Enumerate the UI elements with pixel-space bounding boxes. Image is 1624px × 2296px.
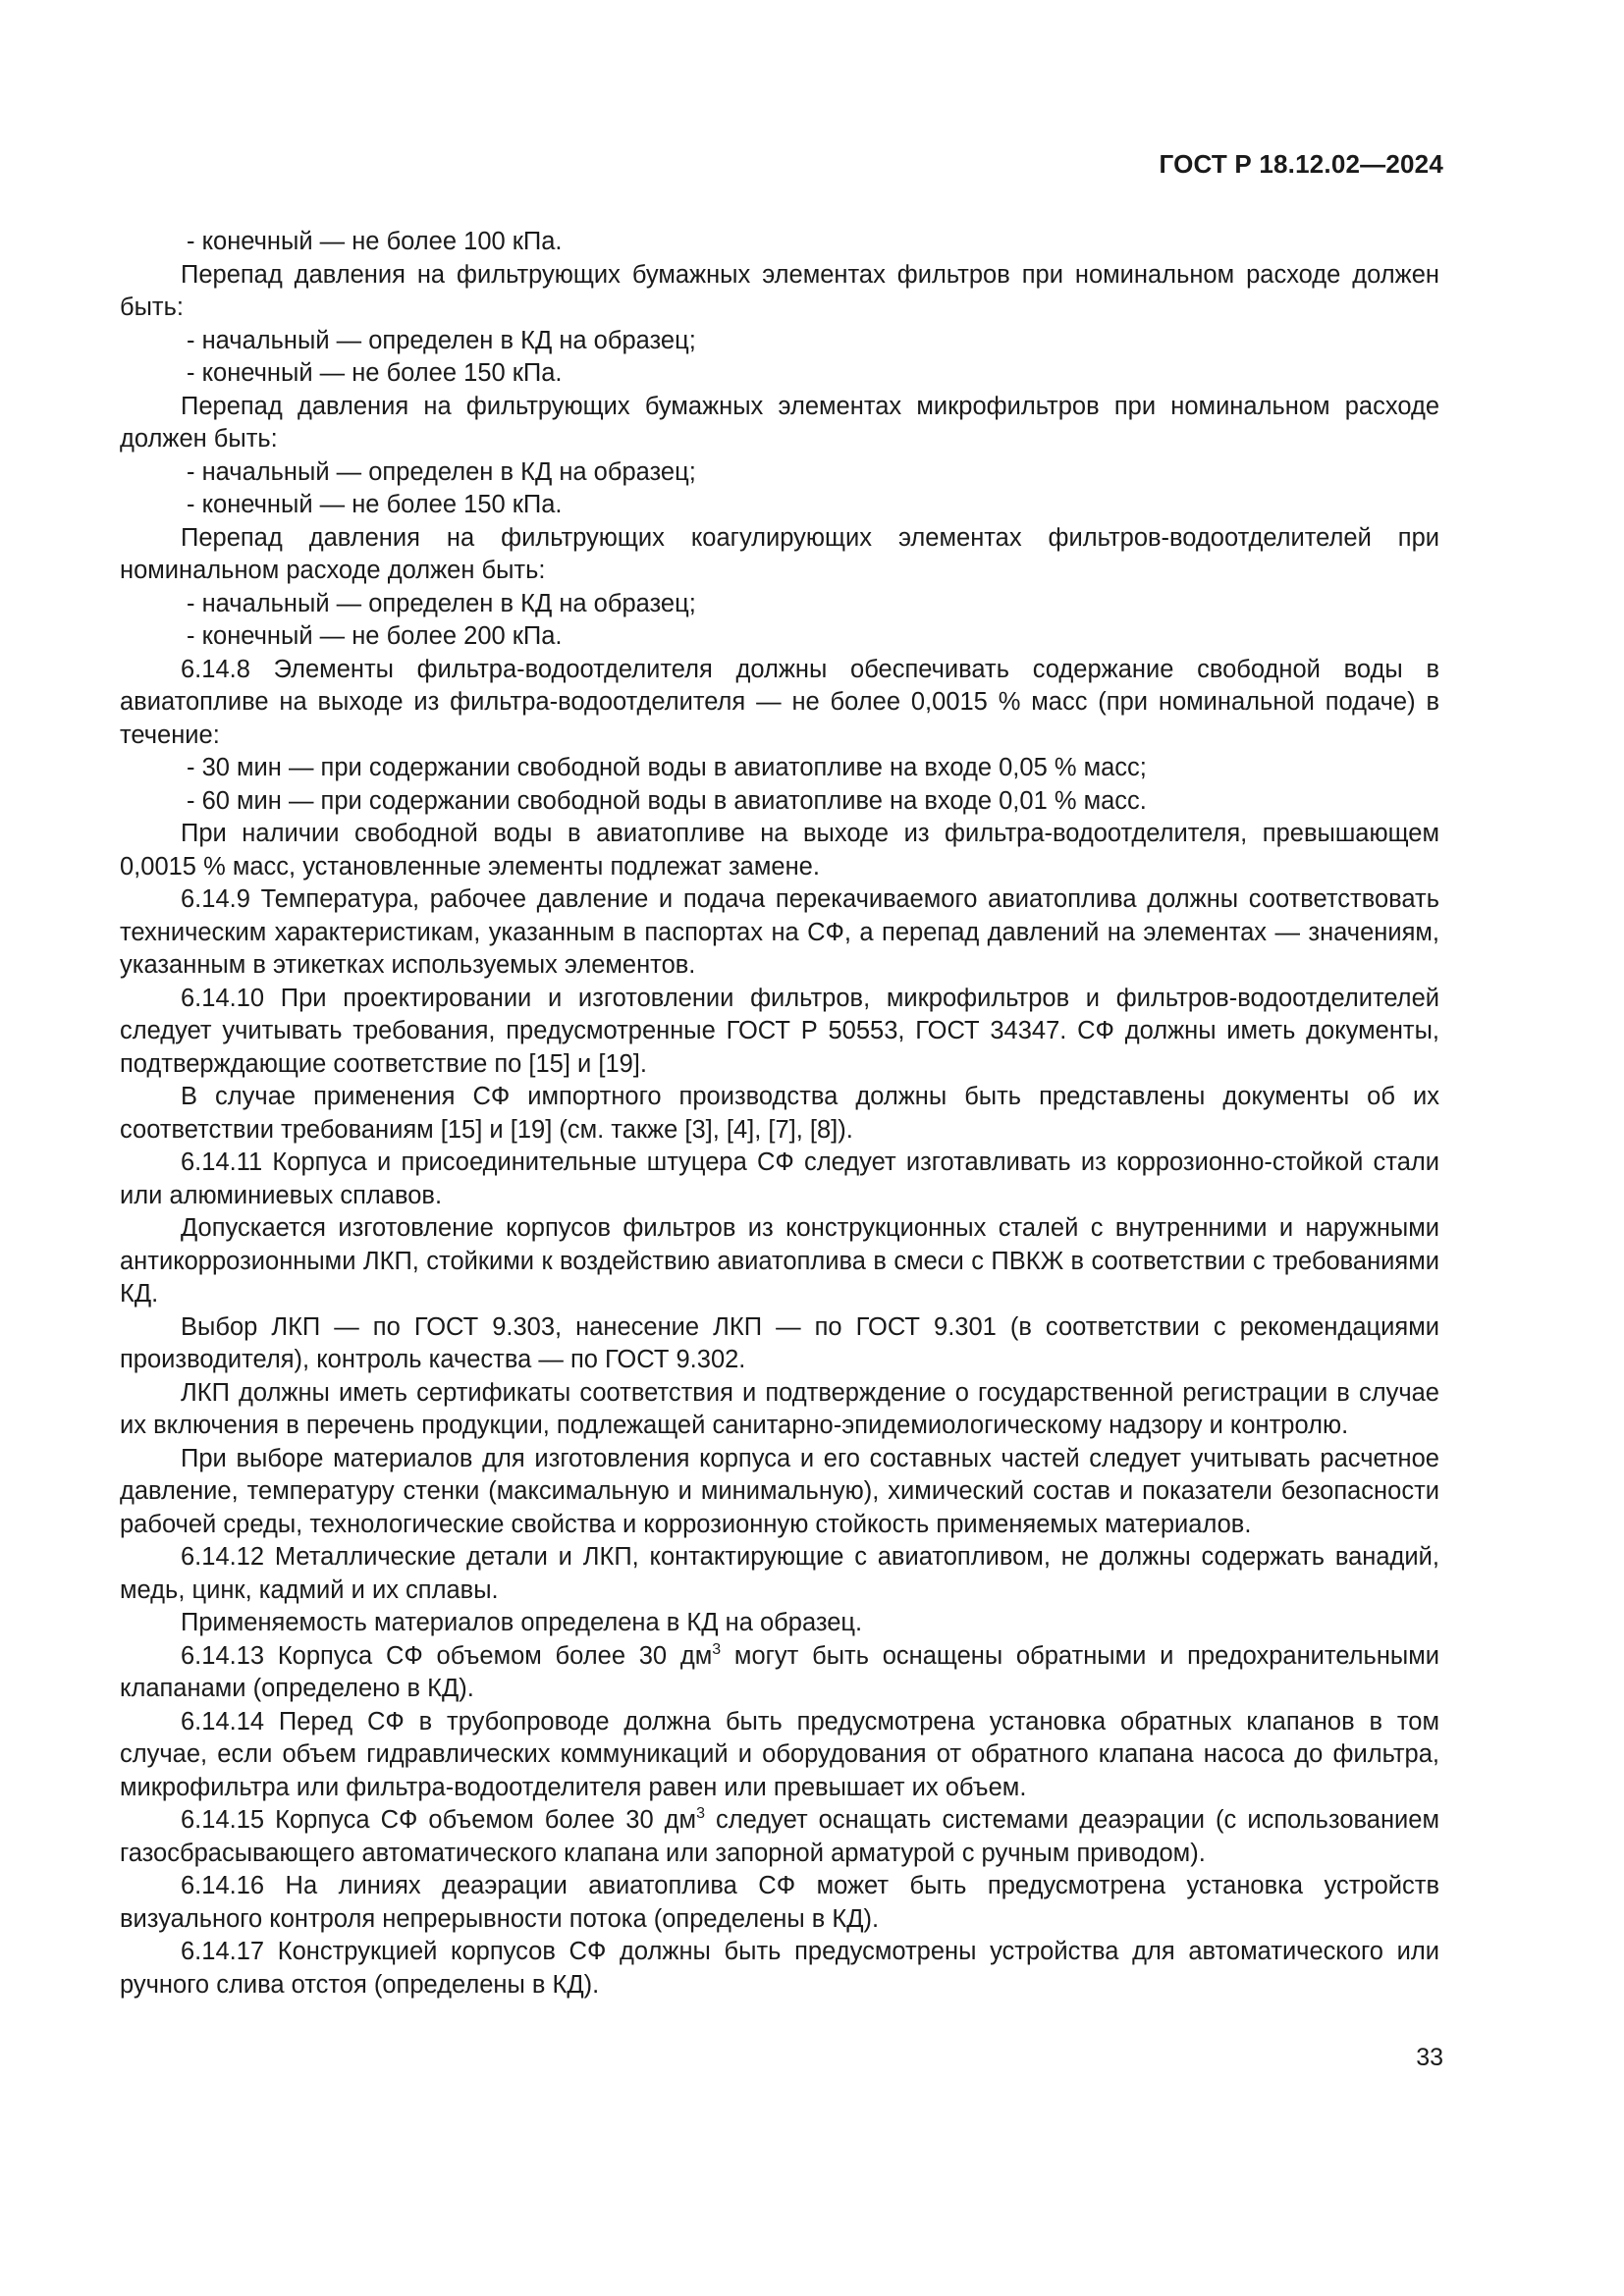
paragraph: 6.14.16 На линиях деаэрации авиатоплива СФ может быть предусмотрена установка устройств визуального контроля непрерывности потока (определены в КД). — [120, 1872, 1439, 1933]
paragraph: Выбор ЛКП — по ГОСТ 9.303, нанесение ЛКП — по ГОСТ 9.301 (в соответствии с рекомендациями производителя), контроль качества — по ГОСТ 9.302. — [120, 1312, 1439, 1373]
page-number: 33 — [1416, 2044, 1443, 2071]
paragraph: 6.14.10 При проектировании и изготовлении фильтров, микрофильтров и фильтров-водоотделителей следует учитывать требования, предусмотренные ГОСТ Р 50553, ГОСТ 34347. СФ должны иметь документы, подтверждающие соответствие по [15] и [19]. — [120, 984, 1439, 1078]
paragraph: 6.14.9 Температура, рабочее давление и подача перекачиваемого авиатоплива должны соответствовать техническим характеристикам, указанным в паспортах на СФ, а перепад давлений на элементах — значениям, указанным в этикетках используемых элементов. — [120, 885, 1439, 979]
paragraph: 6.14.11 Корпуса и присоединительные штуцера СФ следует изготавливать из коррозионно-стойкой стали или алюминиевых сплавов. — [120, 1148, 1439, 1209]
list-item: - 60 мин — при содержании свободной воды в авиатопливе на входе 0,01 % масс. — [187, 786, 1147, 815]
list-item: - 30 мин — при содержании свободной воды в авиатопливе на входе 0,05 % масс; — [187, 754, 1147, 781]
superscript: 3 — [712, 1640, 722, 1658]
paragraph: В случае применения СФ импортного производства должны быть представлены документы об их соответствии требованиям [15] и [19] (см. также [3], [4], [7], [8]). — [120, 1083, 1439, 1144]
list-item: - конечный — не более 150 кПа. — [187, 359, 563, 387]
list-item: - конечный — не более 150 кПа. — [187, 491, 563, 518]
paragraph — [120, 1640, 1439, 1706]
paragraph: 6.14.12 Металлические детали и ЛКП, контактирующие с авиатопливом, не должны содержать ванадий, медь, цинк, кадмий и их сплавы. — [120, 1543, 1439, 1604]
paragraph: 6.14.17 Конструкцией корпусов СФ должны быть предусмотрены устройства для автоматического или ручного слива отстоя (определены в КД). — [120, 1938, 1439, 1999]
paragraph: Перепад давления на фильтрующих бумажных элементах микрофильтров при номинальном расходе должен быть: — [120, 392, 1439, 453]
paragraph-text: могут быть оснащены обратными и предохранительными клапанами (определено в КД). — [120, 1641, 1440, 1702]
paragraph-text: 6.14.15 Корпуса СФ объемом более 30 дм — [181, 1806, 697, 1834]
paragraph: При выборе материалов для изготовления корпуса и его составных частей следует учитывать расчетное давление, температуру стенки (максимальную и минимальную), химический состав и показатели безопасности рабочей среды, технологические свойства и коррозионную стойкость применяемых материалов. — [120, 1444, 1439, 1538]
paragraph: 6.14.14 Перед СФ в трубопроводе должна быть предусмотрена установка обратных клапанов в том случае, если объем гидравлических коммуникаций и оборудования от обратного клапана насоса до фильтра, микрофильтра или фильтра-водоотделителя равен или превышает их объем. — [120, 1707, 1439, 1801]
paragraph: Допускается изготовление корпусов фильтров из конструкционных сталей с внутренними и наружными антикоррозионными ЛКП, стойкими к воздействию авиатоплива в смеси с ПВКЖ в соответствии с требованиями КД. — [120, 1214, 1439, 1308]
paragraph: ЛКП должны иметь сертификаты соответствия и подтверждение о государственной регистрации в случае их включения в перечень продукции, подлежащей санитарно-эпидемиологическому надзору и контролю. — [120, 1378, 1439, 1439]
paragraph — [120, 1804, 1439, 1870]
list-item: - начальный — определен в КД на образец; — [187, 326, 696, 354]
paragraph: Применяемость материалов определена в КД на образец. — [181, 1609, 863, 1636]
document-header: ГОСТ Р 18.12.02—2024 — [1159, 149, 1443, 179]
list-item: - начальный — определен в КД на образец; — [187, 457, 696, 486]
superscript: 3 — [696, 1805, 705, 1822]
list-item: - начальный — определен в КД на образец; — [187, 589, 696, 617]
document-body — [120, 226, 1439, 2002]
list-item: - конечный — не более 100 кПа. — [187, 228, 563, 255]
paragraph: Перепад давления на фильтрующих бумажных элементах фильтров при номинальном расходе должен быть: — [120, 260, 1439, 321]
list-item: - конечный — не более 200 кПа. — [187, 622, 563, 650]
paragraph: 6.14.8 Элементы фильтра-водоотделителя должны обеспечивать содержание свободной воды в авиатопливе на выходе из фильтра-водоотделителя — не более 0,0015 % масс (при номинальной подаче) в течение: — [120, 655, 1439, 749]
paragraph: Перепад давления на фильтрующих коагулирующих элементах фильтров-водоотделителей при номинальном расходе должен быть: — [120, 523, 1439, 584]
paragraph: При наличии свободной воды в авиатопливе на выходе из фильтра-водоотделителя, превышающем 0,0015 % масс, установленные элементы подлежат замене. — [120, 820, 1439, 881]
paragraph-text: 6.14.13 Корпуса СФ объемом более 30 дм — [181, 1641, 713, 1670]
paragraph-text: следует оснащать системами деаэрации (с использованием газосбрасывающего автоматического клапана или запорной арматурой с ручным приводом). — [120, 1806, 1439, 1867]
